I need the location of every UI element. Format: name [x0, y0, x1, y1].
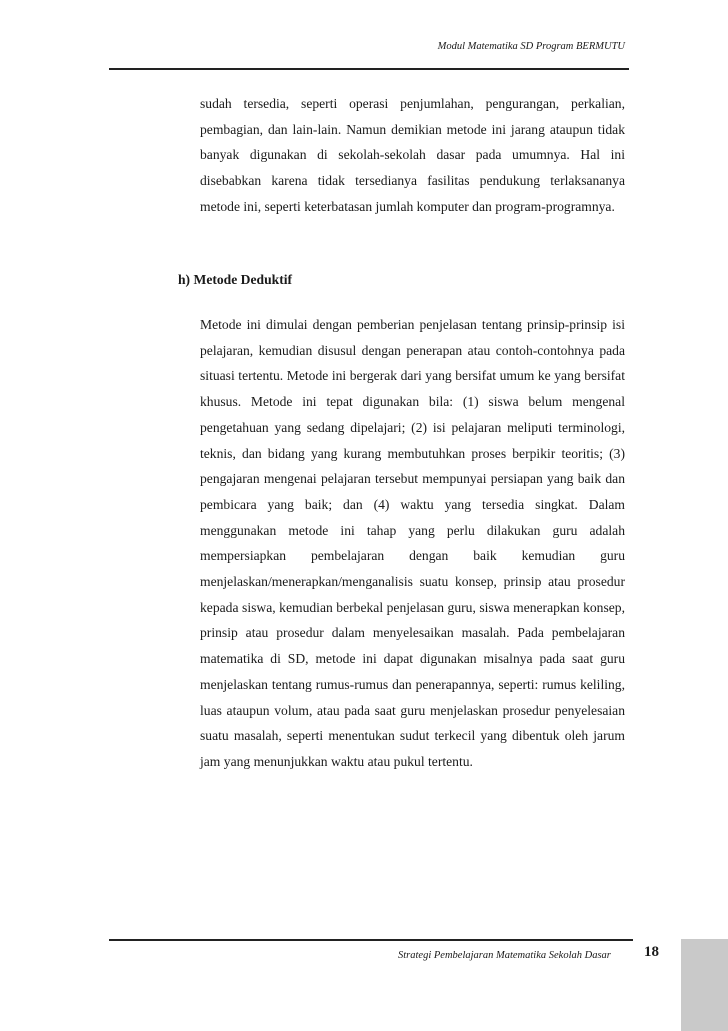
body-paragraph-continued: sudah tersedia, seperti operasi penjumlahan, pengurangan, perkalian, pembagian, dan lain-lain. Namun demikian metode ini jarang ataupun tidak banyak digunakan di sekolah-sekolah dasar pada umumnya. Hal ini disebabkan karena tidak tersedianya fasilitas pendukung terlaksananya metode ini, seperti keterbatasan jumlah komputer dan program-programnya. [200, 96, 625, 214]
page-number: 18 [644, 944, 659, 960]
body-paragraph-metode-deduktif: Metode ini dimulai dengan pemberian penjelasan tentang prinsip-prinsip isi pelajaran, kemudian disusul dengan penerapan atau contoh-contohnya pada situasi tertentu. Metode ini bergerak dari yang bersifat umum ke yang bersifat khusus. Metode ini tepat digunakan bila: (1) siswa belum mengenal pengetahuan yang sedang dipelajari; (2) isi pelajaran meliputi terminologi, teknis, dan bidang yang kurang membutuhkan proses berpikir teoritis; (3) pengajaran mengenai pelajaran tersebut mempunyai persiapan yang baik dan pembicara yang baik; dan (4) waktu yang tersedia singkat. Dalam menggunakan metode ini tahap yang perlu dilakukan guru adalah mempersiapkan pembelajaran dengan baik kemudian guru menjelaskan/menerapkan/menganalisis suatu konsep, prinsip atau prosedur kepada siswa, kemudian berbekal penjelasan guru, siswa menerapkan konsep, prinsip atau prosedur dalam menyelesaikan masalah. Pada pembelajaran matematika di SD, metode ini dapat digunakan misalnya pada saat guru menjelaskan tentang rumus-rumus dan penerapannya, seperti: rumus keliling, luas ataupun volum, atau pada saat guru menjelaskan prosedur penyelesaian suatu masalah, seperti menentukan sudut terkecil yang dibentuk oleh jarum jam yang menunjukkan waktu atau pukul tertentu. [200, 317, 625, 769]
header-divider [109, 68, 629, 70]
running-footer: Strategi Pembelajaran Matematika Sekolah Dasar [398, 950, 611, 961]
page-corner-tab [681, 939, 728, 1031]
running-header: Modul Matematika SD Program BERMUTU [437, 41, 625, 52]
footer-divider [109, 939, 633, 941]
section-heading-metode-deduktif: h) Metode Deduktif [178, 272, 293, 287]
